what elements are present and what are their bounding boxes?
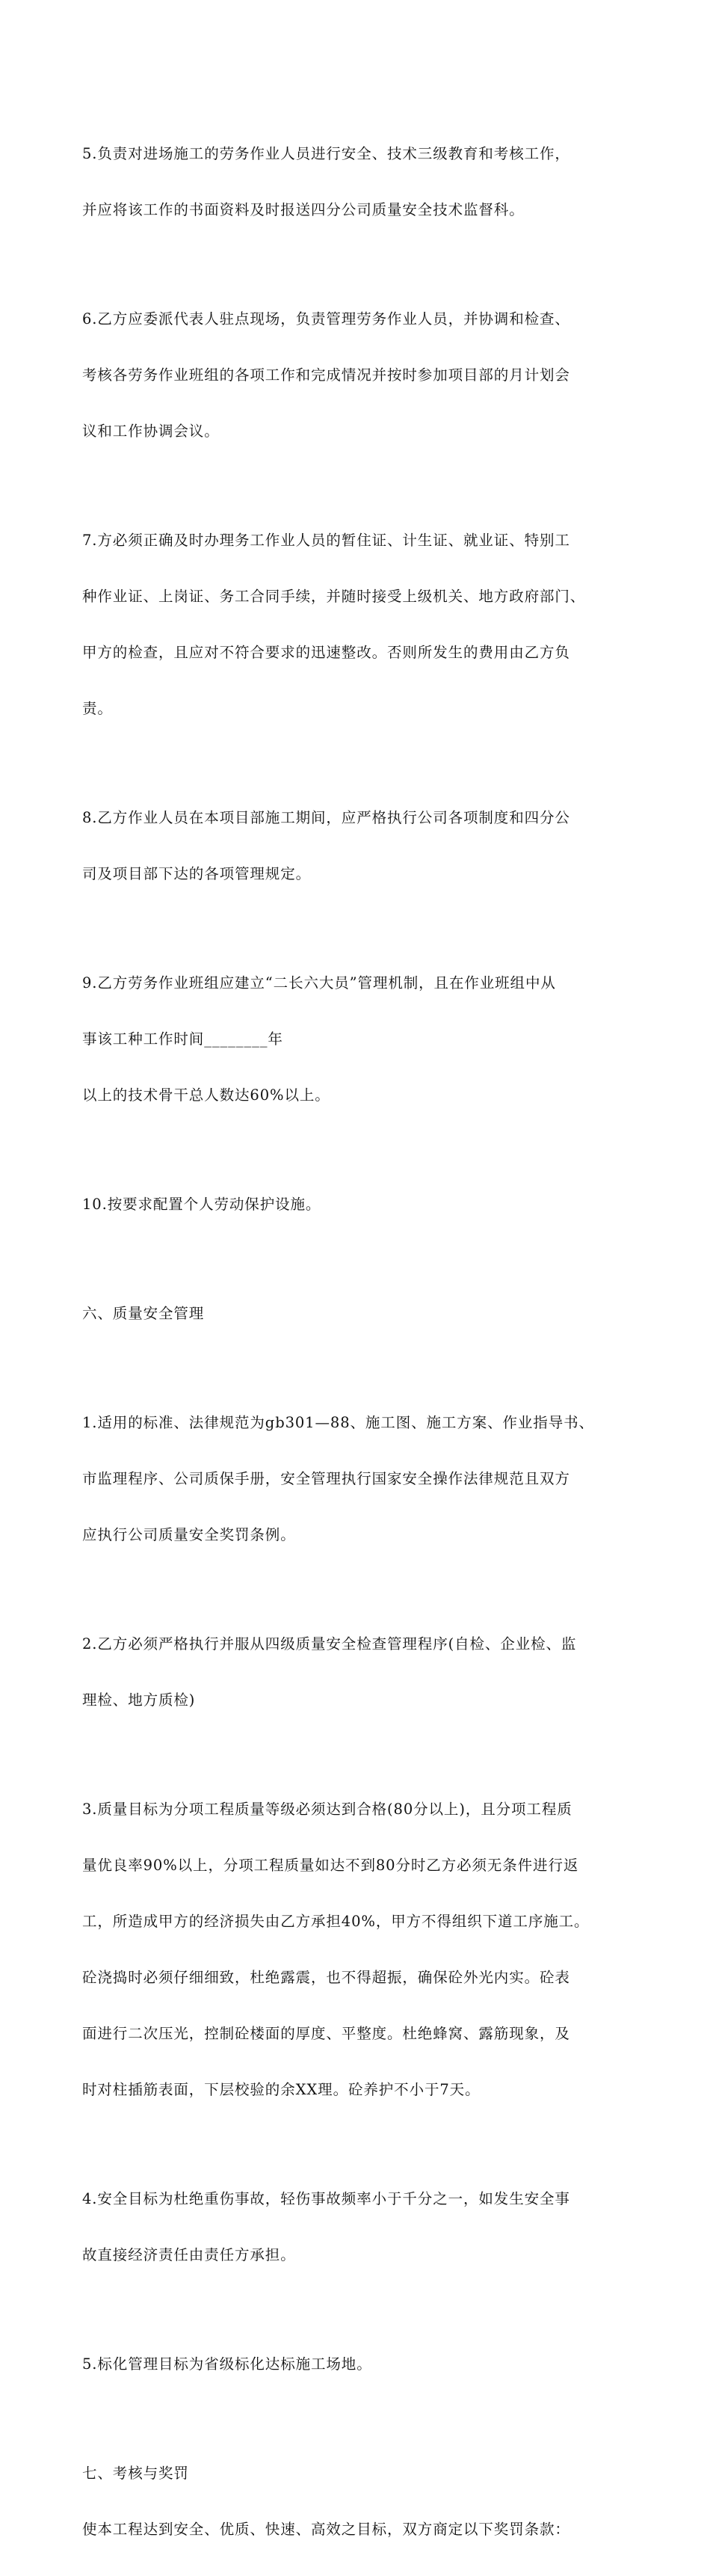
- text-line: 并应将该工作的书面资料及时报送四分公司质量安全技术监督科。: [82, 201, 525, 218]
- text-line: 面进行二次压光，控制砼楼面的厚度、平整度。杜绝蜂窝、露筋现象，及: [82, 2025, 570, 2042]
- paragraph-6-representative: [82, 272, 635, 478]
- text-line: 工，所造成甲方的经济损失由乙方承担40%，甲方不得组织下道工序施工。: [82, 1913, 590, 1930]
- paragraph-q2-inspection: [82, 1597, 635, 1747]
- text-line: 议和工作协调会议。: [82, 422, 220, 440]
- section-title: 七、考核与奖罚: [82, 2465, 189, 2482]
- text-line: 7.方必须正确及时办理务工作业人员的暂住证、计生证、就业证、特别工: [82, 532, 570, 549]
- text-line: 时对柱插筋表面，下层校验的余XX理。砼养护不小于7天。: [82, 2081, 481, 2098]
- document-body: [82, 107, 635, 2576]
- paragraph-q5-standardization: [82, 2317, 635, 2411]
- paragraph-9-management-mechanism: [82, 936, 635, 1142]
- paragraph-8-regulations: [82, 771, 635, 920]
- text-line: 8.乙方作业人员在本项目部施工期间，应严格执行公司各项制度和四分公: [82, 809, 570, 826]
- text-line: 1.适用的标准、法律规范为gb301—88、施工图、施工方案、作业指导书、: [82, 1414, 594, 1431]
- section-title: 六、质量安全管理: [82, 1305, 205, 1322]
- text-line: 故直接经济责任由责任方承担。: [82, 2246, 296, 2263]
- text-line: 理检、地方质检): [82, 1691, 196, 1709]
- section-assessment-rewards: [82, 2426, 635, 2576]
- paragraph-q4-safety-target: [82, 2152, 635, 2302]
- text-line: 4.安全目标为杜绝重伤事故，轻伤事故频率小于千分之一，如发生安全事: [82, 2190, 570, 2207]
- text-line: 3.质量目标为分项工程质量等级必须达到合格(80分以上)，且分项工程质: [82, 1801, 572, 1818]
- text-line: 5.标化管理目标为省级标化达标施工场地。: [82, 2355, 372, 2373]
- paragraph-q1-standards: [82, 1376, 635, 1581]
- text-line: 甲方的检查，且应对不符合要求的迅速整改。否则所发生的费用由乙方负: [82, 644, 570, 661]
- text-line: 6.乙方应委派代表人驻点现场，负责管理劳务作业人员，并协调和检查、: [82, 310, 570, 328]
- text-line: 考核各劳务作业班组的各项工作和完成情况并按时参加项目部的月计划会: [82, 366, 570, 384]
- text-line: 10.按要求配置个人劳动保护设施。: [82, 1196, 321, 1213]
- text-line: 责。: [82, 700, 113, 717]
- text-line: 量优良率90%以上，分项工程质量如达不到80分时乙方必须无条件进行返: [82, 1857, 579, 1874]
- paragraph-10-protection: [82, 1158, 635, 1251]
- text-line: 使本工程达到安全、优质、快速、高效之目标，双方商定以下奖罚条款：: [82, 2521, 570, 2538]
- text-line: 5.负责对进场施工的劳务作业人员进行安全、技术三级教育和考核工作，: [82, 145, 570, 162]
- text-line: 应执行公司质量安全奖罚条例。: [82, 1526, 296, 1543]
- text-line: 市监理程序、公司质保手册，安全管理执行国家安全操作法律规范且双方: [82, 1470, 570, 1487]
- text-line: 砼浇捣时必须仔细细致，杜绝露震，也不得超振，确保砼外光内实。砼表: [82, 1969, 570, 1986]
- text-line: 种作业证、上岗证、务工合同手续，并随时接受上级机关、地方政府部门、: [82, 588, 586, 605]
- text-line: 9.乙方劳务作业班组应建立“二长六大员”管理机制，且在作业班组中从: [82, 974, 556, 992]
- section-heading-quality-safety: [82, 1267, 635, 1360]
- text-line: 2.乙方必须严格执行并服从四级质量安全检查管理程序(自检、企业检、监: [82, 1635, 577, 1653]
- paragraph-7-permits: [82, 494, 635, 755]
- text-line: 以上的技术骨干总人数达60%以上。: [82, 1086, 330, 1104]
- paragraph-q3-quality-target: [82, 1762, 635, 2136]
- text-line: 事该工种工作时间________年: [82, 1030, 283, 1048]
- paragraph-5-training: [82, 107, 635, 256]
- text-line: 司及项目部下达的各项管理规定。: [82, 865, 312, 882]
